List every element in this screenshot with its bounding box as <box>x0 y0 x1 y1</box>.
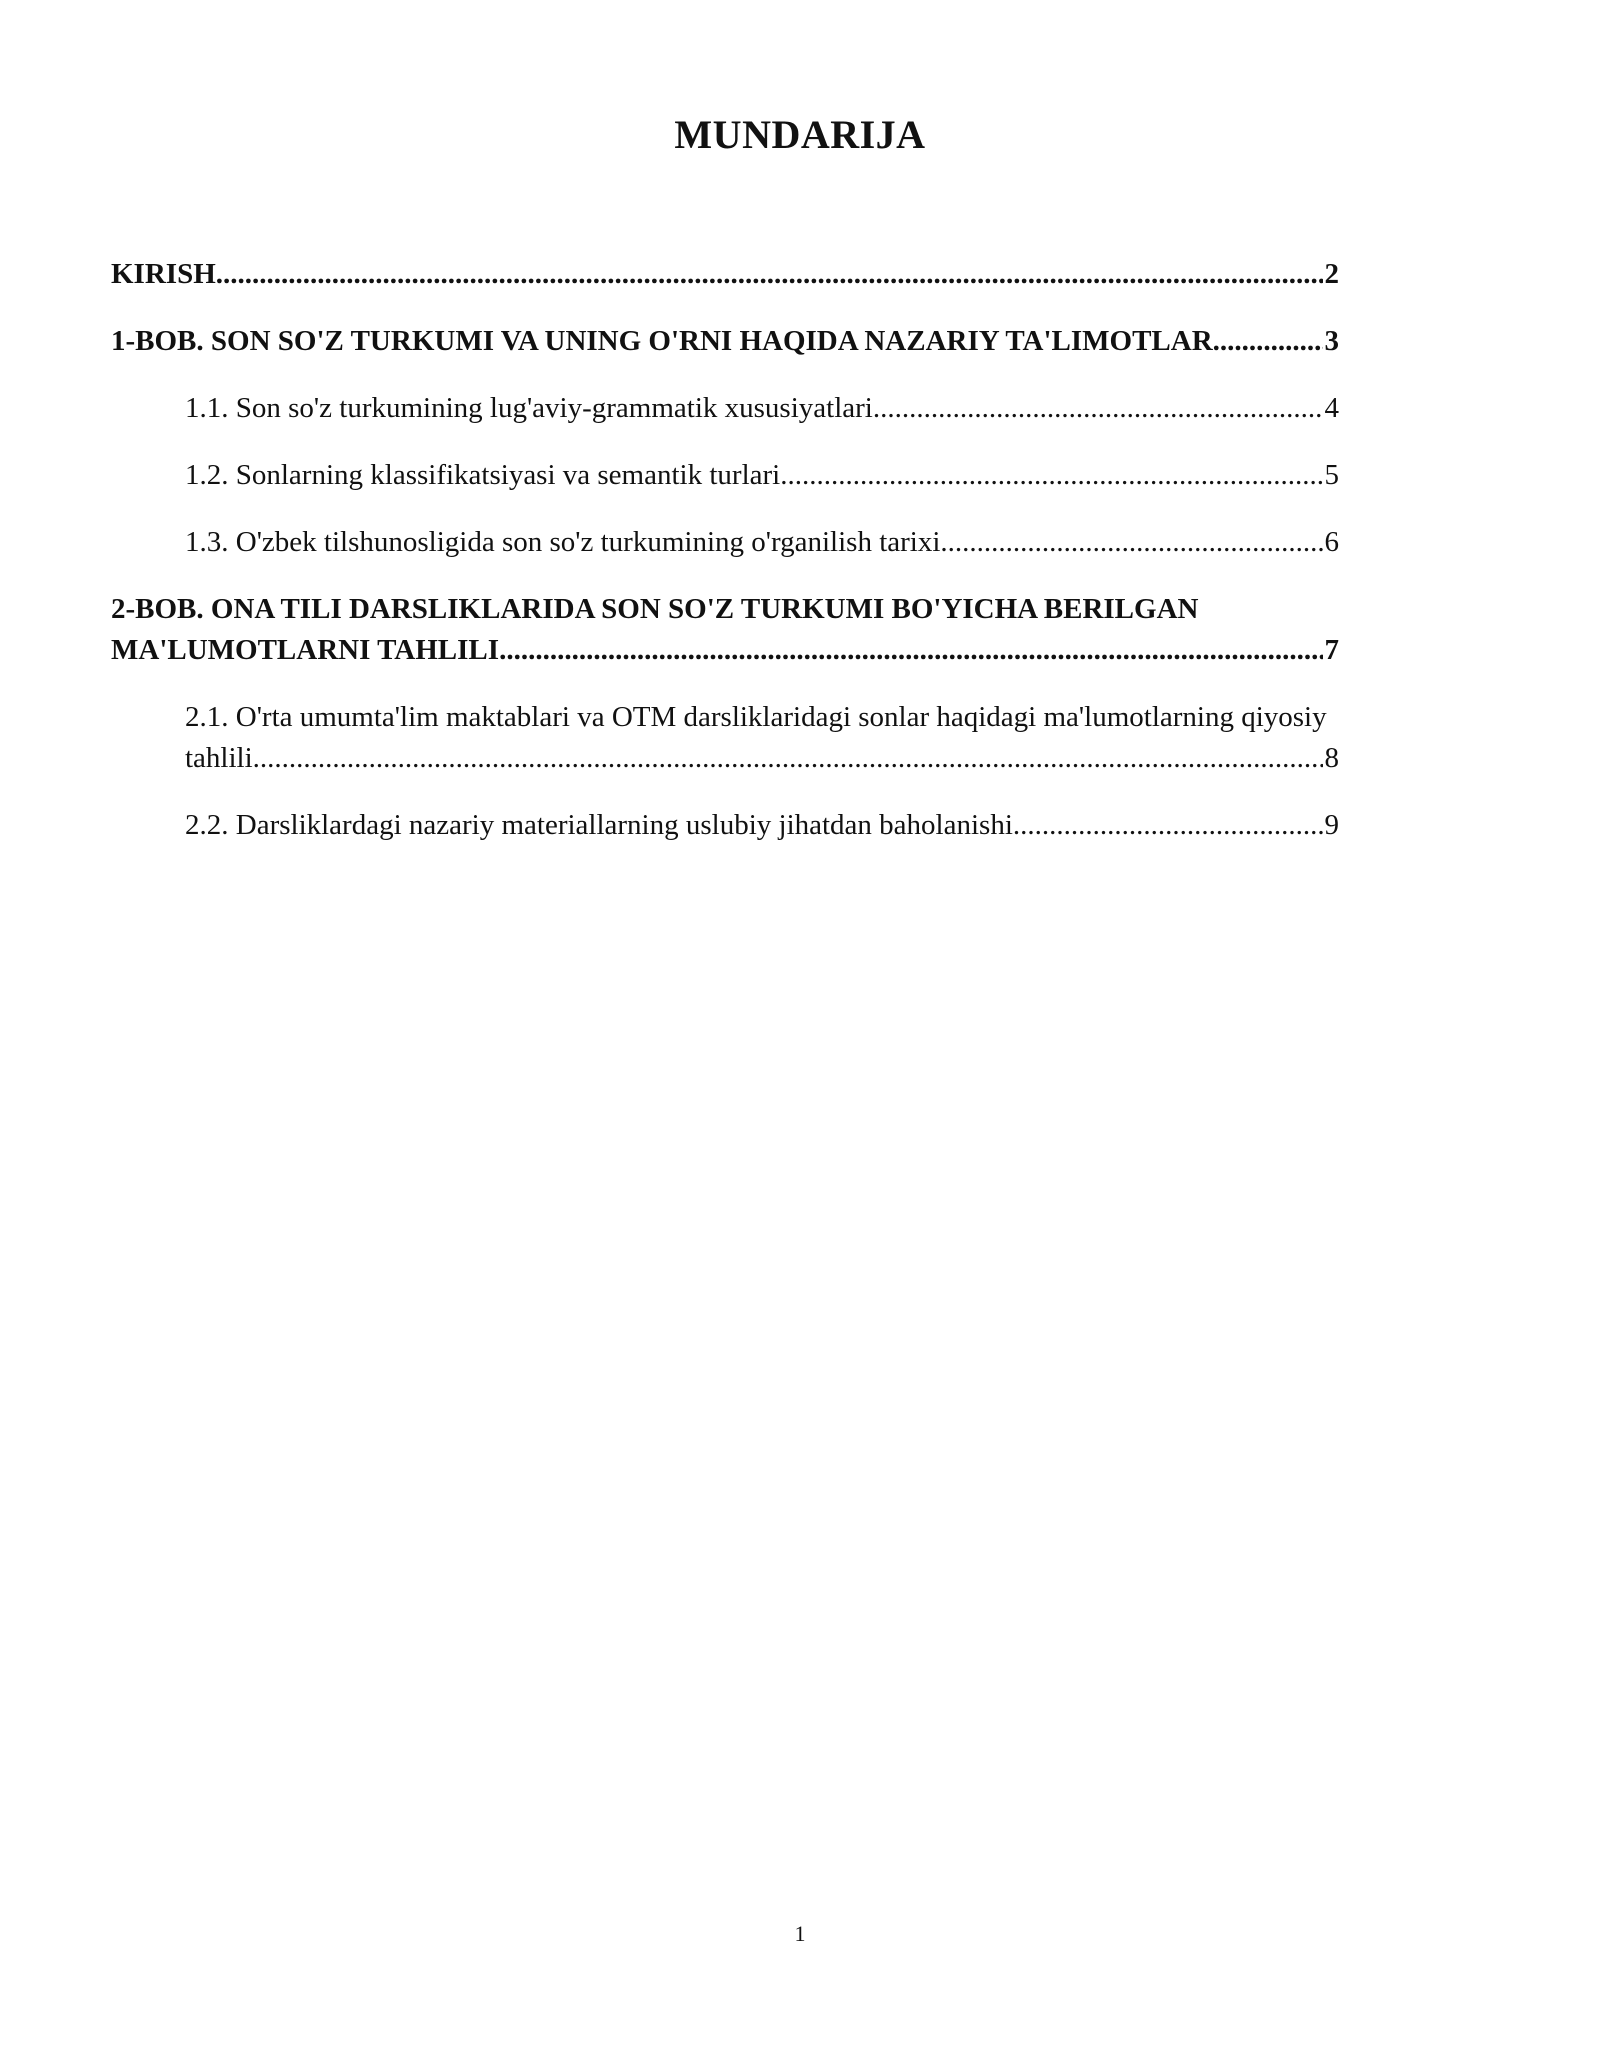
toc-entry-section-2-1[interactable] <box>185 697 1339 779</box>
toc-entry-page: 7 <box>1324 634 1339 666</box>
toc-entry-page: 4 <box>1324 392 1339 424</box>
page-number: 1 <box>794 1921 806 1946</box>
toc-entry-title: KIRISH <box>111 258 216 290</box>
toc-entry-title-line-2: tahlili <box>185 742 253 774</box>
table-of-contents <box>111 254 1351 846</box>
toc-entry-title: 1.3. O'zbek tilshunosligida son so'z turkumining o'rganilish tarixi <box>185 526 941 558</box>
toc-leader-dots <box>940 522 1322 563</box>
toc-entry-title: 1.1. Son so'z turkumining lug'aviy-grammatik xususiyatlari <box>185 392 873 424</box>
toc-entry-section-1-2[interactable] <box>185 455 1339 496</box>
toc-entry-title-line-2: MA'LUMOTLARNI TAHLILI <box>111 634 500 666</box>
toc-entry-chapter-2[interactable] <box>111 589 1339 671</box>
toc-leader-dots <box>1213 321 1323 362</box>
toc-entry-page: 8 <box>1324 742 1339 774</box>
toc-entry-section-1-1[interactable] <box>185 388 1339 429</box>
toc-entry-title: 2.2. Darsliklardagi nazariy materiallarning uslubiy jihatdan baholanishi <box>185 809 1013 841</box>
toc-entry-page: 3 <box>1324 325 1339 357</box>
toc-leader-dots <box>1013 805 1323 846</box>
toc-entry-section-2-2[interactable] <box>185 805 1339 846</box>
toc-leader-dots <box>873 388 1323 429</box>
toc-entry-title-line-1: 2.1. O'rta umumta'lim maktablari va OTM darsliklaridagi sonlar haqidagi ma'lumotlarning qiyosiy <box>185 701 1327 733</box>
toc-entry-chapter-1[interactable] <box>111 321 1339 362</box>
toc-entry-page: 2 <box>1324 258 1339 290</box>
toc-entry-section-1-3[interactable] <box>185 522 1339 563</box>
toc-leader-dots <box>216 254 1323 295</box>
toc-entry-page: 5 <box>1324 459 1339 491</box>
toc-leader-dots <box>499 630 1322 671</box>
toc-entry-title: 1-BOB. SON SO'Z TURKUMI VA UNING O'RNI HAQIDA NAZARIY TA'LIMOTLAR <box>111 325 1213 357</box>
toc-entry-page: 6 <box>1324 526 1339 558</box>
toc-leader-dots <box>780 455 1322 496</box>
toc-leader-dots <box>253 738 1323 779</box>
toc-entry-title: 1.2. Sonlarning klassifikatsiyasi va semantik turlari <box>185 459 781 491</box>
toc-entry-kirish[interactable] <box>111 254 1339 295</box>
toc-entry-page: 9 <box>1324 809 1339 841</box>
toc-entry-title-line-1: 2-BOB. ONA TILI DARSLIKLARIDA SON SO'Z TURKUMI BO'YICHA BERILGAN <box>111 593 1199 625</box>
page-title: MUNDARIJA <box>674 112 926 157</box>
